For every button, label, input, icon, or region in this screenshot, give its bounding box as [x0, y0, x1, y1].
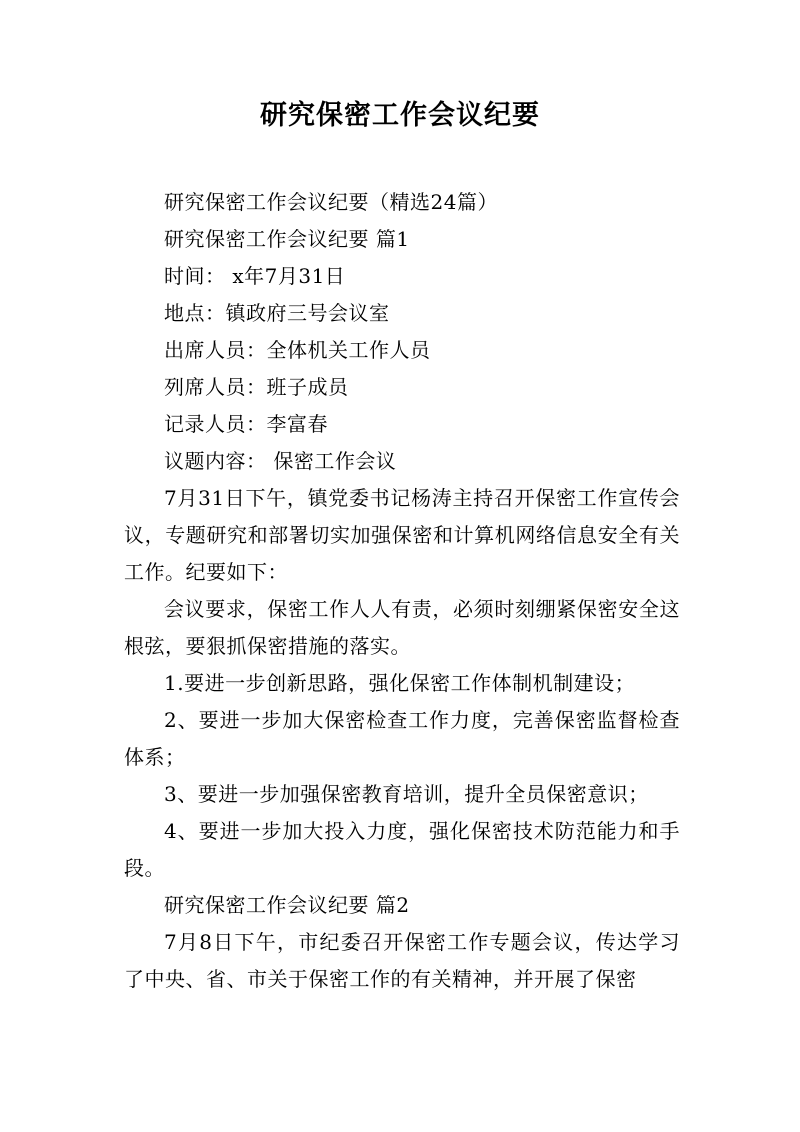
paragraph-time: 时间： x年7月31日: [164, 264, 346, 288]
paragraph-item-1: 1.要进一步创新思路，强化保密工作体制机制建设；: [164, 671, 636, 695]
paragraph-recorder: 记录人员：李富春: [164, 412, 328, 436]
paragraph-attendees: 出席人员：全体机关工作人员: [164, 338, 431, 362]
paragraph-subtitle: 研究保密工作会议纪要（精选24篇）: [164, 190, 498, 214]
paragraph-section-2-body: 7月8日下午，市纪委召开保密工作专题会议，传达学习了中央、省、市关于保密工作的有关精神，并开展了保密: [124, 930, 680, 991]
paragraph-requirement: 会议要求，保密工作人人有责，必须时刻绷紧保密安全这根弦，要狠抓保密措施的落实。: [124, 597, 680, 658]
paragraph-location: 地点：镇政府三号会议室: [164, 301, 390, 325]
document-body: [124, 184, 680, 998]
paragraph-item-2: 2、要进一步加大保密检查工作力度，完善保密监督检查体系；: [124, 708, 680, 769]
paragraph-section-1-heading: 研究保密工作会议纪要 篇1: [164, 227, 410, 251]
paragraph-item-3: 3、要进一步加强保密教育培训，提升全员保密意识；: [164, 782, 649, 806]
document-title: 研究保密工作会议纪要: [260, 100, 540, 131]
paragraph-intro: 7月31日下午，镇党委书记杨涛主持召开保密工作宣传会议，专题研究和部署切实加强保密和计算机网络信息安全有关工作。纪要如下：: [124, 486, 680, 584]
paragraph-topic: 议题内容： 保密工作会议: [164, 449, 397, 473]
paragraph-item-4: 4、要进一步加大投入力度，强化保密技术防范能力和手段。: [124, 819, 680, 880]
paragraph-section-2-heading: 研究保密工作会议纪要 篇2: [164, 893, 410, 917]
paragraph-observers: 列席人员：班子成员: [164, 375, 349, 399]
